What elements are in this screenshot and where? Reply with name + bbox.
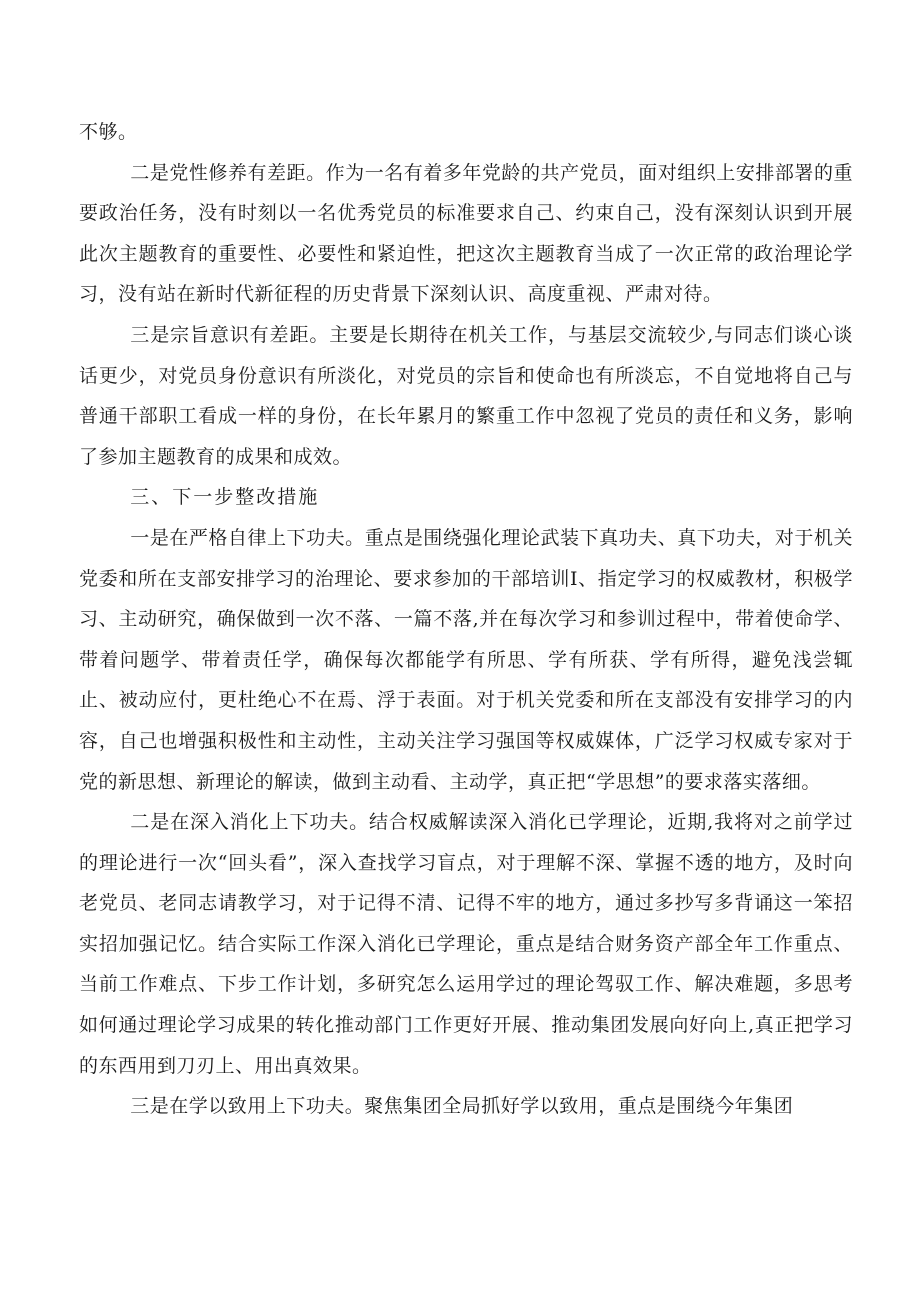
paragraph-deep-digestion: 二是在深入消化上下功夫。结合权威解读深入消化已学理论，近期,我将对之前学过的理论进行一次“回头看”，深入查找学习盲点，对于理解不深、掌握不透的地方，及时向老党员、老同志请教学习，对于记得不清、记得不牢的地方，通过多抄写多背诵这一笨招实招加强记忆。结合实际工作深入消化已学理论，重点是结合财务资产部全年工作重点、当前工作难点、下步工作计划，多研究怎么运用学过的理论驾驭工作、解决难题，多思考如何通过理论学习成果的转化推动部门工作更好开展、推动集团发展向好向上,真正把学习的东西用到刀刃上、用出真效果。	[79, 811, 853, 1077]
paragraph-purpose-awareness: 三是宗旨意识有差距。主要是长期待在机关工作，与基层交流较少,与同志们谈心谈话更少，对党员身份意识有所淡化，对党员的宗旨和使命也有所淡忘，不自觉地将自己与普通干部职工看成一样的身份，在长年累月的繁重工作中忽视了党员的责任和义务，影响了参加主题教育的成果和成效。	[79, 323, 853, 468]
document-body	[79, 112, 853, 1127]
paragraph-party-spirit: 二是党性修养有差距。作为一名有着多年党龄的共产党员，面对组织上安排部署的重要政治任务，没有时刻以一名优秀党员的标准要求自己、约束自己，没有深刻认识到开展此次主题教育的重要性、必要性和紧迫性，把这次主题教育当成了一次正常的政治理论学习，没有站在新时代新征程的历史背景下深刻认识、高度重视、严肃对待。	[79, 161, 853, 306]
paragraph-continuation: 不够。	[79, 121, 138, 143]
paragraph-self-discipline: 一是在严格自律上下功夫。重点是围绕强化理论武装下真功夫、真下功夫，对于机关党委和所在支部安排学习的治理论、要求参加的干部培训I、指定学习的权威教材，积极学习、主动研究，确保做到一次不落、一篇不落,并在每次学习和参训过程中，带着使命学、带着问题学、带着责任学，确保每次都能学有所思、学有所获、学有所得，避免浅尝辄止、被动应付，更杜绝心不在焉、浮于表面。对于机关党委和所在支部没有安排学习的内容，自己也增强积极性和主动性，主动关注学习强国等权威媒体，广泛学习权威专家对于党的新思想、新理论的解读，做到主动看、主动学，真正把“学思想”的要求落实落细。	[79, 526, 853, 793]
section-heading: 三、下一步整改措施	[130, 486, 320, 509]
paragraph-apply-learning: 三是在学以致用上下功夫。聚焦集团全局抓好学以致用，重点是围绕今年集团	[130, 1095, 794, 1118]
